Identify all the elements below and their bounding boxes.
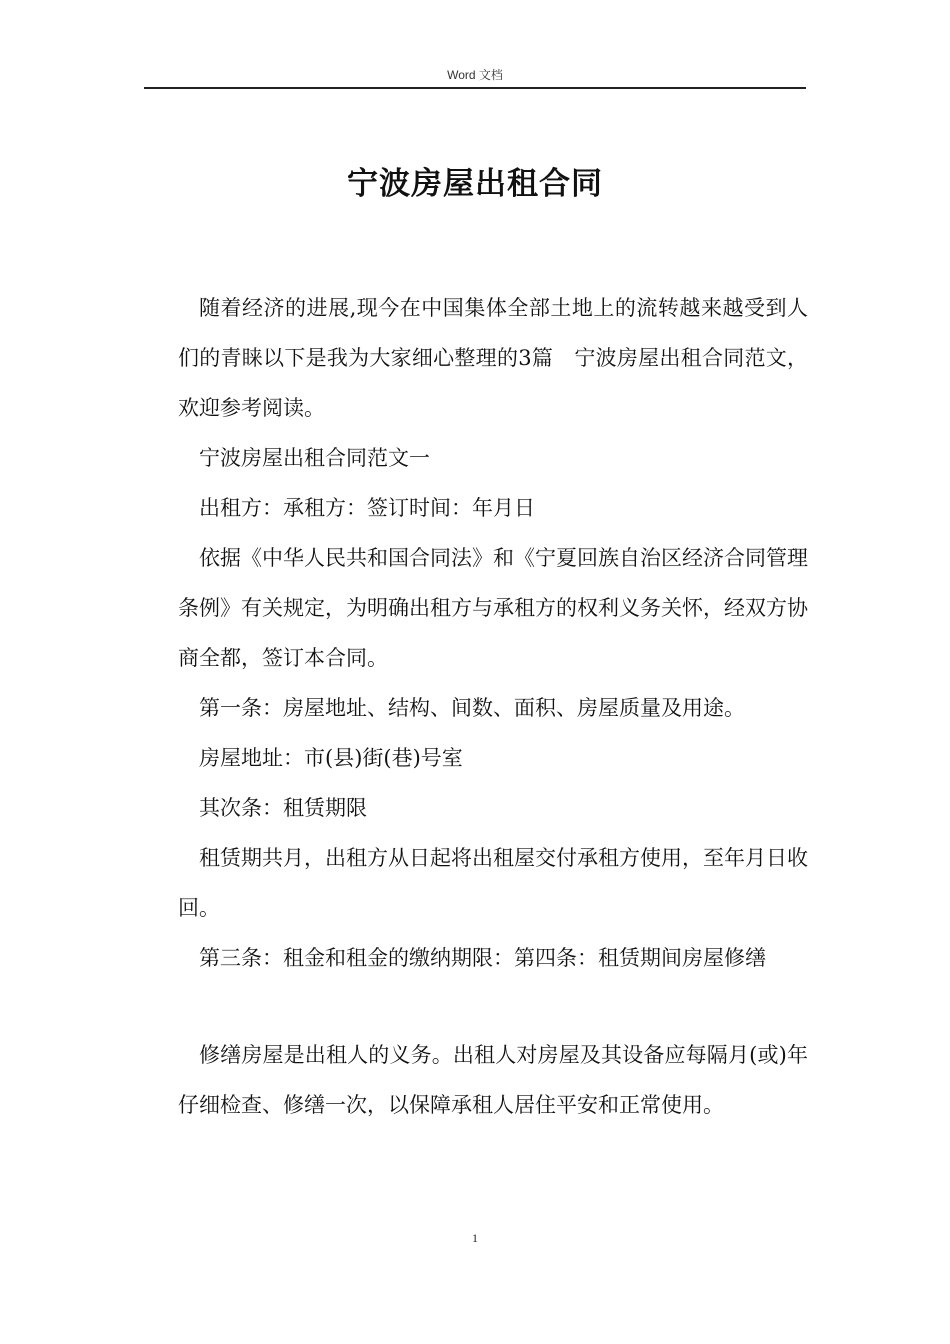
page-number: 1: [472, 1231, 478, 1245]
paragraph-legal-basis: 依据《中华人民共和国合同法》和《宁夏回族自治区经济合同管理条例》有关规定，为明确出租方与承租方的权利义务关怀，经双方协商全都，签订本合同。: [178, 546, 808, 670]
header-label: Word 文档: [447, 68, 503, 82]
paragraph-repair-duty: 修缮房屋是出租人的义务。出租人对房屋及其设备应每隔月(或)年仔细检查、修缮一次，以保障承租人居住平安和正常使用。: [178, 1043, 808, 1117]
paragraph-parties: 出租方：承租方：签订时间：年月日: [199, 496, 535, 520]
paragraph-article-3-4: 第三条：租金和租金的缴纳期限：第四条：租赁期间房屋修缮: [199, 946, 766, 970]
document-title: 宁波房屋出租合同: [347, 166, 603, 202]
paragraph-lease-term: 租赁期共月，出租方从日起将出租屋交付承租方使用，至年月日收回。: [178, 846, 808, 920]
paragraph-sample-heading: 宁波房屋出租合同范文一: [199, 446, 430, 470]
paragraph-address: 房屋地址：市(县)街(巷)号室: [199, 746, 463, 770]
paragraph-article-2: 其次条：租赁期限: [199, 796, 367, 820]
document-body-continued: [178, 1030, 808, 1130]
header-divider: [144, 87, 806, 89]
paragraph-intro: 随着经济的进展,现今在中国集体全部土地上的流转越来越受到人们的青睐以下是我为大家细心整理的3篇 宁波房屋出租合同范文，欢迎参考阅读。: [178, 296, 808, 420]
document-body: [178, 283, 808, 983]
paragraph-article-1: 第一条：房屋地址、结构、间数、面积、房屋质量及用途。: [199, 696, 745, 720]
